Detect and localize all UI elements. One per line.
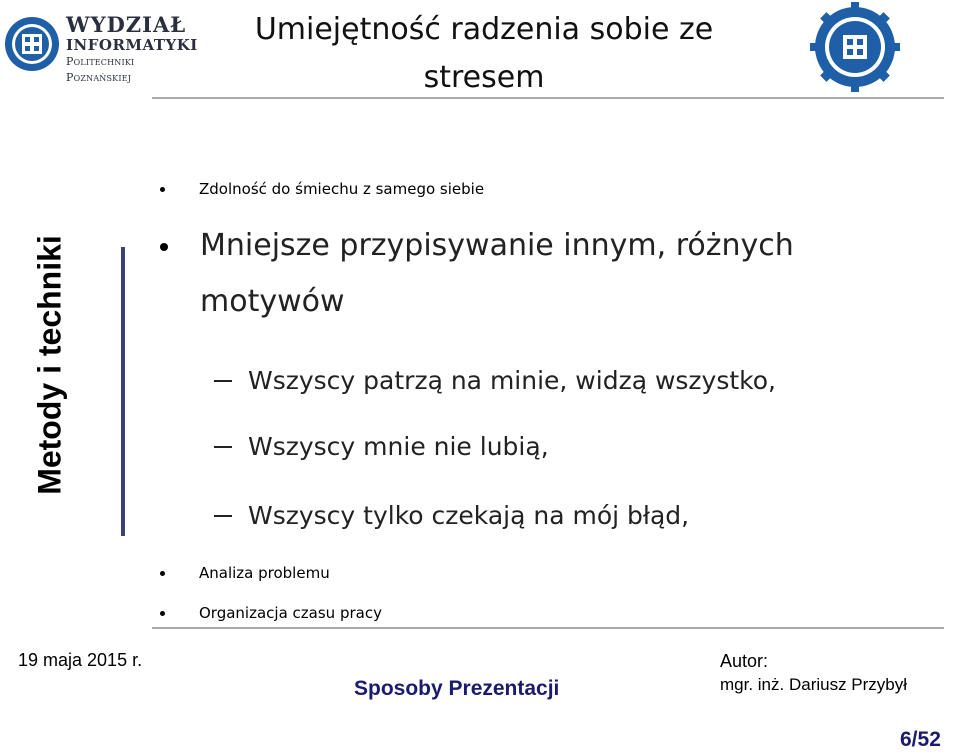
faculty-wordmark [66, 14, 198, 86]
bullet-item [160, 178, 484, 200]
sub-item-text: Wszyscy tylko czekają na mój błąd, [248, 501, 690, 530]
sub-list-item [214, 432, 549, 462]
bullet-dot-icon [160, 611, 165, 616]
dash-icon [214, 380, 232, 382]
bullet-dot-icon [160, 243, 168, 251]
wordmark-line2: INFORMATYKI [66, 36, 198, 54]
dash-icon [214, 515, 232, 517]
bullet-item [160, 602, 382, 624]
footer-author-label: Autor: [720, 651, 769, 671]
sub-item-text: Wszyscy patrzą na minie, widzą wszystko, [248, 366, 777, 395]
page-number: 6/52 [900, 728, 941, 751]
footer-author-name: mgr. inż. Dariusz Przybył [720, 675, 908, 694]
sub-item-text: Wszyscy mnie nie lubią, [248, 432, 549, 461]
footer-presentation-title: Sposoby Prezentacji [354, 677, 560, 700]
bullet-text-main: Mniejsze przypisywanie innym, różnych motywów [200, 228, 794, 319]
sub-list-item [214, 366, 776, 396]
side-accent-bar [121, 247, 125, 536]
bullet-text: Organizacja czasu pracy [199, 604, 382, 622]
university-gear-seal-icon [810, 2, 900, 92]
bullet-text: Analiza problemu [199, 564, 330, 582]
bullet-text: Zdolność do śmiechu z samego siebie [199, 180, 485, 198]
wordmark-line1: WYDZIAŁ [66, 12, 187, 37]
university-seal-icon [4, 16, 60, 72]
footer-date: 19 maja 2015 r. [18, 650, 143, 670]
wordmark-line3: Politechniki Poznańskiej [66, 55, 135, 84]
sub-list-item [214, 501, 689, 531]
dash-icon [214, 446, 232, 448]
bullet-item [160, 562, 330, 584]
header-rule [152, 97, 944, 99]
bullet-item-main [160, 228, 840, 330]
side-section-label: Metody i techniki [31, 235, 68, 495]
slide-title: Umiejętność radzenia sobie ze stresem [254, 12, 714, 95]
footer-rule [152, 627, 944, 629]
bullet-dot-icon [160, 187, 165, 192]
bullet-dot-icon [160, 571, 165, 576]
faculty-logo [4, 12, 198, 84]
